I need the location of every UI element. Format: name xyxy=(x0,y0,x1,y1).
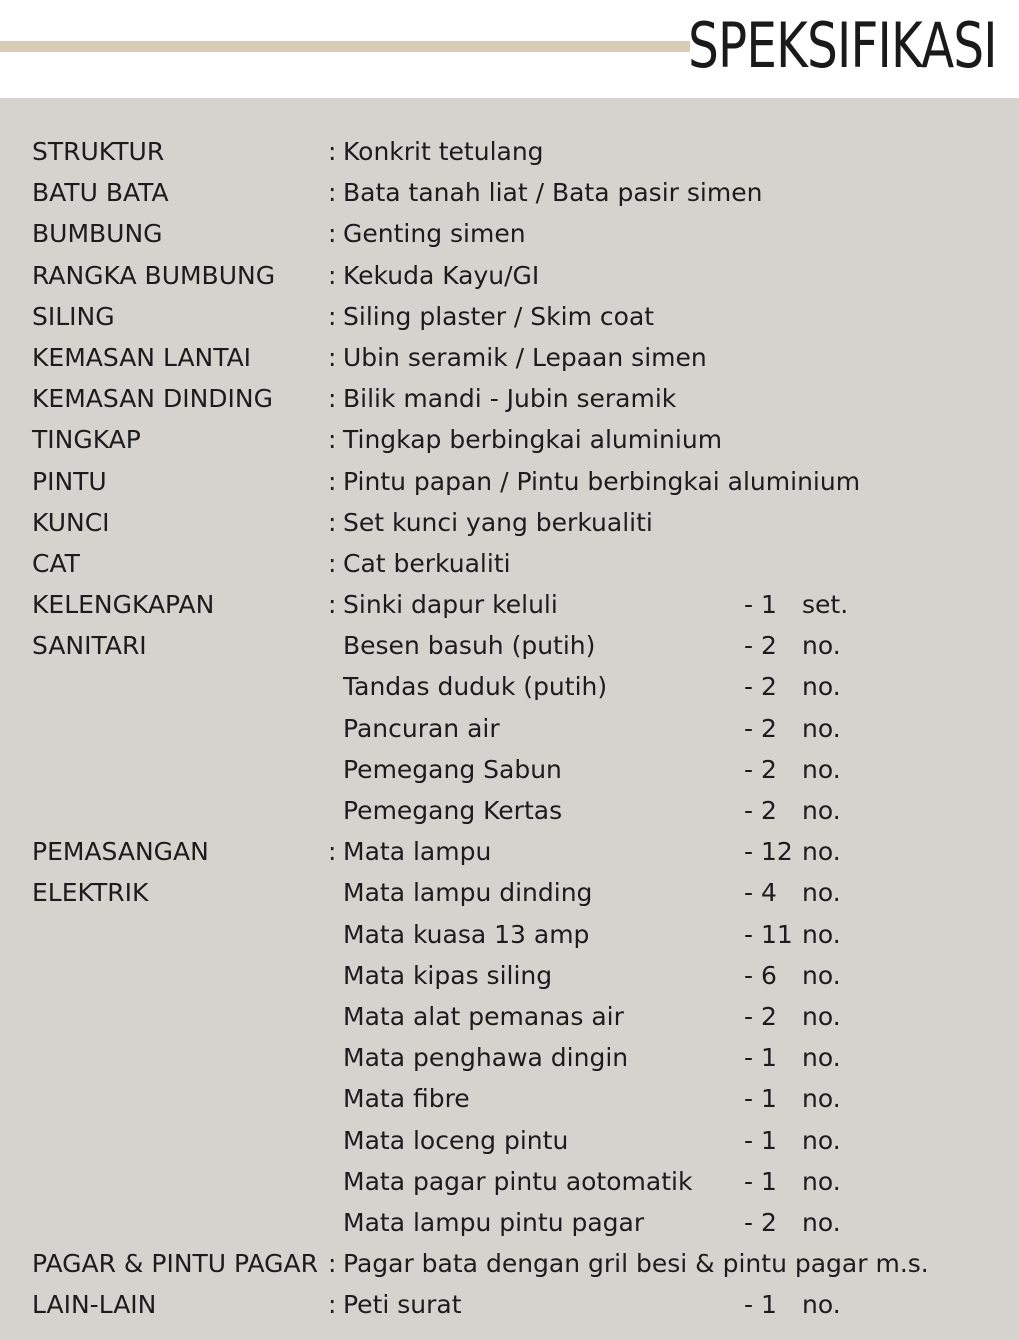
spec-row xyxy=(0,1284,1019,1325)
spec-colon: : xyxy=(328,1290,337,1320)
spec-qty: - 6 xyxy=(744,960,777,990)
spec-item: Bilik mandi - Jubin seramik xyxy=(343,384,677,414)
spec-row xyxy=(0,213,1019,254)
spec-qty: - 1 xyxy=(744,1043,777,1073)
spec-item: Mata fibre xyxy=(343,1084,470,1114)
spec-item: Sinki dapur keluli xyxy=(343,590,558,620)
spec-item: Bata tanah liat / Bata pasir simen xyxy=(343,178,763,208)
spec-unit: no. xyxy=(802,1001,841,1031)
spec-item: Konkrit tetulang xyxy=(343,137,544,166)
spec-label: ELEKTRIK xyxy=(32,878,149,908)
spec-row xyxy=(0,749,1019,790)
spec-label: BUMBUNG xyxy=(32,219,163,249)
spec-unit: no. xyxy=(802,960,841,990)
spec-item: Mata lampu dinding xyxy=(343,878,593,908)
spec-colon: : xyxy=(328,137,337,166)
spec-unit: no. xyxy=(802,631,841,661)
spec-label: BATU BATA xyxy=(32,178,169,208)
page-title: SPEKSIFIKASI xyxy=(688,9,997,82)
spec-qty: - 1 xyxy=(744,1084,777,1114)
spec-row xyxy=(0,955,1019,996)
spec-colon: : xyxy=(328,301,337,331)
spec-row xyxy=(0,461,1019,502)
spec-unit: no. xyxy=(802,672,841,702)
spec-row xyxy=(0,1037,1019,1078)
spec-row xyxy=(0,131,1019,172)
spec-item: Mata lampu xyxy=(343,837,492,867)
spec-qty: - 2 xyxy=(744,754,777,784)
spec-row xyxy=(0,996,1019,1037)
spec-row xyxy=(0,790,1019,831)
spec-item: Set kunci yang berkualiti xyxy=(343,507,653,537)
spec-qty: - 2 xyxy=(744,713,777,743)
spec-unit: no. xyxy=(802,1043,841,1073)
spec-row xyxy=(0,337,1019,378)
spec-item: Mata kipas siling xyxy=(343,960,553,990)
spec-label: CAT xyxy=(32,548,80,578)
spec-row xyxy=(0,914,1019,955)
spec-label: STRUKTUR xyxy=(32,137,165,166)
spec-row xyxy=(0,378,1019,419)
spec-colon: : xyxy=(328,1249,337,1279)
spec-qty: - 4 xyxy=(744,878,777,908)
spec-label: KEMASAN DINDING xyxy=(32,384,273,414)
spec-unit: no. xyxy=(802,754,841,784)
spec-colon: : xyxy=(328,260,337,290)
spec-row xyxy=(0,584,1019,625)
spec-label: PEMASANGAN xyxy=(32,837,209,867)
spec-item: Mata kuasa 13 amp xyxy=(343,919,590,949)
spec-row xyxy=(0,1161,1019,1202)
spec-label: PAGAR & PINTU PAGAR xyxy=(32,1249,319,1279)
spec-unit: no. xyxy=(802,713,841,743)
spec-label: KEMASAN LANTAI xyxy=(32,342,252,372)
spec-unit: no. xyxy=(802,1207,841,1237)
spec-item: Tingkap berbingkai aluminium xyxy=(343,425,723,455)
spec-colon: : xyxy=(328,178,337,208)
spec-row xyxy=(0,1078,1019,1119)
spec-row xyxy=(0,666,1019,707)
spec-row xyxy=(0,172,1019,213)
spec-unit: no. xyxy=(802,1125,841,1155)
spec-row xyxy=(0,831,1019,872)
spec-table xyxy=(0,131,1019,1325)
spec-qty: - 1 xyxy=(744,1125,777,1155)
spec-item: Besen basuh (putih) xyxy=(343,631,596,661)
spec-row xyxy=(0,1243,1019,1284)
spec-row xyxy=(0,419,1019,460)
spec-label: KUNCI xyxy=(32,507,110,537)
spec-colon: : xyxy=(328,425,337,455)
spec-colon: : xyxy=(328,548,337,578)
spec-colon: : xyxy=(328,342,337,372)
spec-label: TINGKAP xyxy=(32,425,141,455)
spec-row xyxy=(0,255,1019,296)
spec-qty: - 1 xyxy=(744,1166,777,1196)
spec-unit: no. xyxy=(802,1166,841,1196)
spec-unit: no. xyxy=(802,796,841,825)
spec-label: KELENGKAPAN xyxy=(32,590,215,620)
spec-unit: no. xyxy=(802,878,841,908)
spec-item: Siling plaster / Skim coat xyxy=(343,301,655,331)
spec-qty: - 12 xyxy=(744,837,793,867)
spec-item: Mata alat pemanas air xyxy=(343,1001,624,1031)
spec-colon: : xyxy=(328,507,337,537)
spec-qty: - 2 xyxy=(744,631,777,661)
spec-qty: - 2 xyxy=(744,796,777,825)
spec-row xyxy=(0,1120,1019,1161)
spec-unit: no. xyxy=(802,1290,841,1320)
spec-unit: no. xyxy=(802,837,841,867)
spec-item: Pemegang Kertas xyxy=(343,796,563,825)
spec-row xyxy=(0,1202,1019,1243)
spec-qty: - 1 xyxy=(744,1290,777,1320)
spec-qty: - 11 xyxy=(744,919,793,949)
spec-label: SANITARI xyxy=(32,631,147,661)
spec-item: Mata lampu pintu pagar xyxy=(343,1207,645,1237)
spec-colon: : xyxy=(328,219,337,249)
spec-colon: : xyxy=(328,384,337,414)
spec-item: Genting simen xyxy=(343,219,526,249)
spec-qty: - 2 xyxy=(744,1001,777,1031)
spec-item: Pancuran air xyxy=(343,713,500,743)
spec-item: Pintu papan / Pintu berbingkai aluminium xyxy=(343,466,861,496)
spec-item: Peti surat xyxy=(343,1290,462,1320)
spec-item: Pagar bata dengan gril besi & pintu pagar m.s. xyxy=(343,1249,929,1279)
spec-row xyxy=(0,872,1019,913)
spec-item: Mata pagar pintu aotomatik xyxy=(343,1166,693,1196)
spec-unit: no. xyxy=(802,1084,841,1114)
spec-row xyxy=(0,543,1019,584)
spec-item: Mata loceng pintu xyxy=(343,1125,569,1155)
spec-panel xyxy=(0,98,1019,1340)
spec-item: Ubin seramik / Lepaan simen xyxy=(343,342,707,372)
spec-item: Tandas duduk (putih) xyxy=(343,672,608,702)
spec-colon: : xyxy=(328,466,337,496)
spec-colon: : xyxy=(328,590,337,620)
spec-label: SILING xyxy=(32,301,115,331)
spec-label: PINTU xyxy=(32,466,107,496)
spec-row xyxy=(0,708,1019,749)
header xyxy=(0,0,1019,98)
spec-unit: no. xyxy=(802,919,841,949)
spec-label: LAIN-LAIN xyxy=(32,1290,157,1320)
spec-row xyxy=(0,625,1019,666)
header-accent-bar xyxy=(0,41,690,52)
spec-label: RANGKA BUMBUNG xyxy=(32,260,276,290)
spec-row xyxy=(0,502,1019,543)
spec-qty: - 2 xyxy=(744,672,777,702)
spec-item: Mata penghawa dingin xyxy=(343,1043,629,1073)
spec-item: Cat berkualiti xyxy=(343,548,511,578)
spec-row xyxy=(0,296,1019,337)
spec-colon: : xyxy=(328,837,337,867)
spec-qty: - 1 xyxy=(744,590,777,620)
spec-qty: - 2 xyxy=(744,1207,777,1237)
spec-unit: set. xyxy=(802,590,849,620)
spec-item: Kekuda Kayu/GI xyxy=(343,260,540,290)
spec-item: Pemegang Sabun xyxy=(343,754,562,784)
